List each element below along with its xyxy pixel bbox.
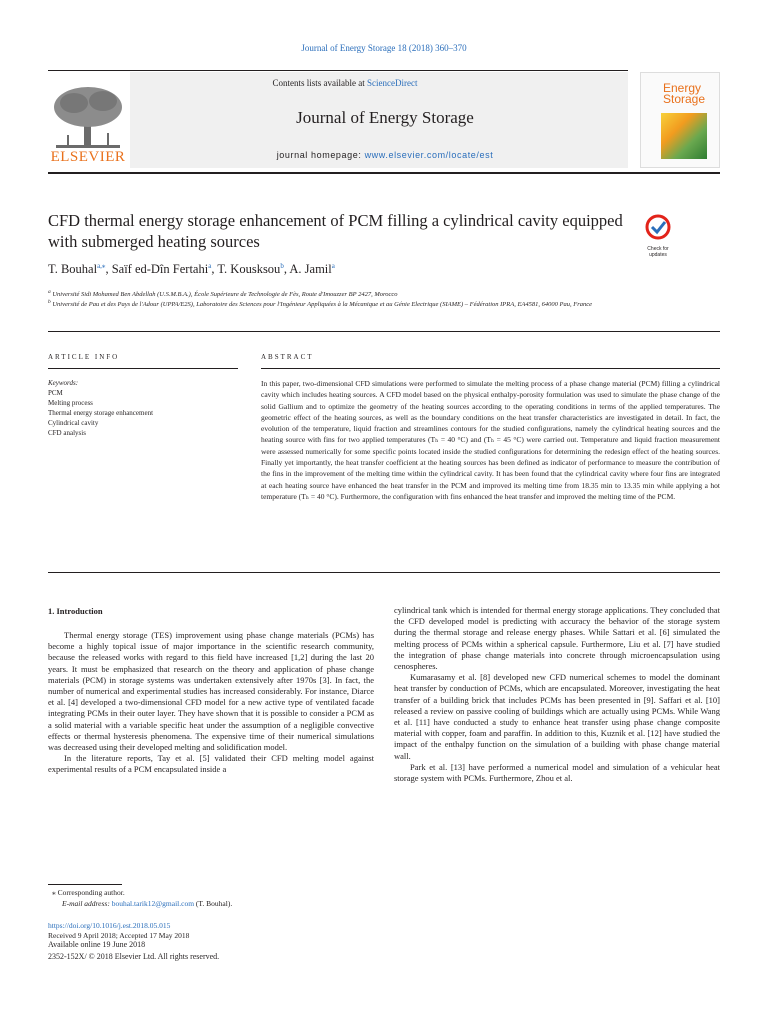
divider: [48, 331, 720, 332]
article-info-heading: ARTICLE INFO: [48, 353, 120, 361]
author-name[interactable]: Saïf ed-Dîn Fertahi: [111, 262, 209, 277]
left-column: [48, 630, 374, 776]
email-link[interactable]: bouhal.tarik12@gmail.com: [111, 899, 195, 908]
right-column: [394, 605, 720, 784]
journal-title: Journal of Energy Storage: [296, 108, 474, 127]
keyword: PCM: [48, 389, 63, 397]
author-affiliation-mark[interactable]: a: [208, 262, 212, 270]
divider: [48, 368, 238, 369]
abstract-text: In this paper, two-dimensional CFD simulations were performed to simulate the melting process of a phase change material (PCM) filling a cylindrical cavity which includes heating sources. A CFD model based on the physical enthalpy-porosity formulation was used to simulate the phase change of the solid Gallium and to optimize the geometry of the heating sources according to the operating conditions in terms of the applied temperatures. The geometric effect of the heating sources, as well as the boundary conditions on the heat transfer characteristics are investigated in detail. In fact, the evolution of the temperature, liquid fraction and streamlines contours for the studied configurations, namely the cylindrical heating sources and the heating source with fins for two applied temperatures (Tₕ = 40 °C) and (Tₕ = 45 °C) were carried out. Temperature and liquid fraction measurement were assessed numerically for some specific points located inside the studied configurations for determining the redesign effect of the heating sources. Finally yet importantly, the heat transfer coefficient at the heating sources has been defined as indicator of performance to measure the contribution of the fins in the improvement of the melting time within the cylindrical cavity. It has been found that the cylindrical cavity where four fins are integrated at each heating source have enhanced the heat transfer in the PCM and improved its melting time from 18.35 min to 13.35 min while applying a hot temperature (Tₕ = 40 °C). Furthermore, the configuration with fins enhanced the heat transfer and improved the melting time of the PCM.: [261, 379, 720, 501]
keyword: Melting process: [48, 399, 93, 407]
sciencedirect-link[interactable]: ScienceDirect: [367, 78, 418, 88]
check-for-updates-badge[interactable]: [638, 213, 678, 258]
author-name[interactable]: T. Bouhal: [48, 262, 98, 277]
affiliation-a: $^a$ Université Sidi Mohamed Ben Abdellah (U.S.M.B.A.), École Supérieure de Technologie de Fès, Route d'Imouzzer BP 2427, Morocco: [48, 289, 398, 299]
contents-line: [145, 78, 545, 88]
journal-reference[interactable]: Journal of Energy Storage 18 (2018) 360–370: [301, 43, 467, 53]
keywords-label: Keywords:: [48, 379, 79, 387]
homepage-label: journal homepage:: [276, 150, 362, 160]
keyword: CFD analysis: [48, 429, 86, 437]
abstract-heading: ABSTRACT: [261, 353, 314, 361]
elsevier-wordmark: ELSEVIER: [50, 149, 126, 165]
cover-image: [661, 113, 707, 159]
affiliation-b: $^b$ Université de Pau et des Pays de l'Adour (UPPA/E2S), Laboratoire des Sciences pour l'Ingénieur Appliquées à la Mécanique et au Génie Electrique (SIAME) – Fédération IPRA, EA4581, 64000 Pau, France: [48, 299, 593, 309]
paragraph: cylindrical tank which is intended for thermal energy storage applications. They concluded that the CFD developed model is predicting with accuracy the behavior of the storage system during the thermal storage and release energy phases. While Sattari et al. [6] simulated the melting process of PCMs within a spherical capsule. Furthermore, Liu et al. [7] have studied the integration of phase change materials into concrete through microencapsulation using cenospheres.: [394, 605, 720, 672]
check-updates-label: Check for updates: [647, 246, 669, 258]
divider: [48, 572, 720, 573]
affiliation-b-text: Université de Pau et des Pays de l'Adour (UPPA/E2S), Laboratoire des Sciences pour l'Ingénieur Appliquées à la Mécanique et au Génie Electrique (SIAME) – Fédération IPRA, EA4581, 64000 Pau, France: [52, 301, 593, 309]
header-bottom-rule: [48, 172, 720, 174]
journal-cover-thumbnail[interactable]: [640, 72, 720, 168]
article-title: CFD thermal energy storage enhancement of PCM filling a cylindrical cavity equipped with submerged heating sources: [48, 211, 623, 251]
keyword: Thermal energy storage enhancement: [48, 409, 154, 417]
received-date: Received 9 April 2018; Accepted 17 May 2018: [48, 931, 190, 940]
cover-title-line1: Energy: [663, 81, 702, 95]
paragraph: Kumarasamy et al. [8] developed new CFD numerical schemes to model the dominant heat transfer by conduction of PCMs, which are encapsulated. Moreover, investigating the heat transfer of a building brick that includes PCMs has been presented in [9]. Saffari et al. [10] released a review on passive cooling of buildings which are actually using PCMs. While Wang et al. [11] have conducted a study to enhance heat transfer using phase change composite material with copper, foam and paraffin. In addition to this, Kuznik et al. [12] have studied the impact of the enthalpy function on the simulation of a building with phase change material wall.: [394, 672, 720, 761]
cover-title: [663, 83, 719, 105]
doi-link[interactable]: https://doi.org/10.1016/j.est.2018.05.015: [48, 921, 171, 930]
journal-homepage: [145, 150, 625, 160]
cover-title-line2: Storage: [663, 92, 706, 106]
contents-prefix: Contents lists available at: [272, 78, 365, 88]
paragraph: Thermal energy storage (TES) improvement using phase change materials (PCMs) has become a highly topical issue of major importance in the scientific research community, because the released works with regard to this field have increased [1,2] during the last 20 years. It must be emphasized that research on the theory and application of phase change materials (PCM) in storage systems was undertaken extensively after 1970s [3]. In fact, the number of numerical and experimental studies has increased considerably. For instance, Diarce et al. [4] developed a two-dimensional CFD model for a new active type of ventilated facade integrating PCMs in their outer layer. They have shown that it is possible to consider a PCM as a solid material with a variable specific heat under the assumption of a negligible convective effects or thermal hysteresis phenomena. The expensive time of their numerical simulations was decreased using their developed melting and solidification model.: [48, 630, 374, 753]
author-affiliation-mark[interactable]: a: [331, 262, 335, 270]
affiliation-a-text: Université Sidi Mohamed Ben Abdellah (U.S.M.B.A.), École Supérieure de Technologie de Fès, Route d'Imouzzer BP 2427, Morocco: [52, 291, 398, 299]
paragraph: In the literature reports, Tay et al. [5] validated their CFD melting model against experimental results of a PCM encapsulated inside a: [48, 753, 374, 775]
author-name[interactable]: T. Kousksou: [217, 262, 281, 277]
email-suffix: (T. Bouhal).: [195, 899, 233, 908]
footnote-rule: [48, 884, 122, 885]
homepage-link[interactable]: www.elsevier.com/locate/est: [364, 150, 494, 160]
corresponding-author-note: ⁎ Corresponding author.: [52, 888, 125, 897]
keyword: Cylindrical cavity: [48, 419, 99, 427]
section-heading: 1. Introduction: [48, 606, 103, 616]
keywords-block: [48, 378, 238, 438]
email-line: [62, 899, 462, 909]
copyright-line: 2352-152X/ © 2018 Elsevier Ltd. All rights reserved.: [48, 952, 220, 961]
author-name[interactable]: A. Jamil: [289, 262, 332, 277]
author-affiliation-mark[interactable]: a,⁎: [97, 262, 106, 270]
email-label: E-mail address:: [62, 899, 110, 908]
author-affiliation-mark[interactable]: b: [280, 262, 284, 270]
divider: [261, 368, 720, 369]
check-updates-icon: [638, 213, 678, 241]
paragraph: Park et al. [13] have performed a numerical model and simulation of a vehicular heat storage system with PCMs. Furthermore, Zhou et al.: [394, 761, 720, 784]
header-top-rule: [48, 70, 628, 71]
available-online-date: Available online 19 June 2018: [48, 940, 146, 949]
author-list: T. Bouhal$^{a,⁎}$, Saïf ed-Dîn Fertahi$^a$, T. Kousksou$^b$, A. Jamil$^a$: [48, 262, 335, 277]
